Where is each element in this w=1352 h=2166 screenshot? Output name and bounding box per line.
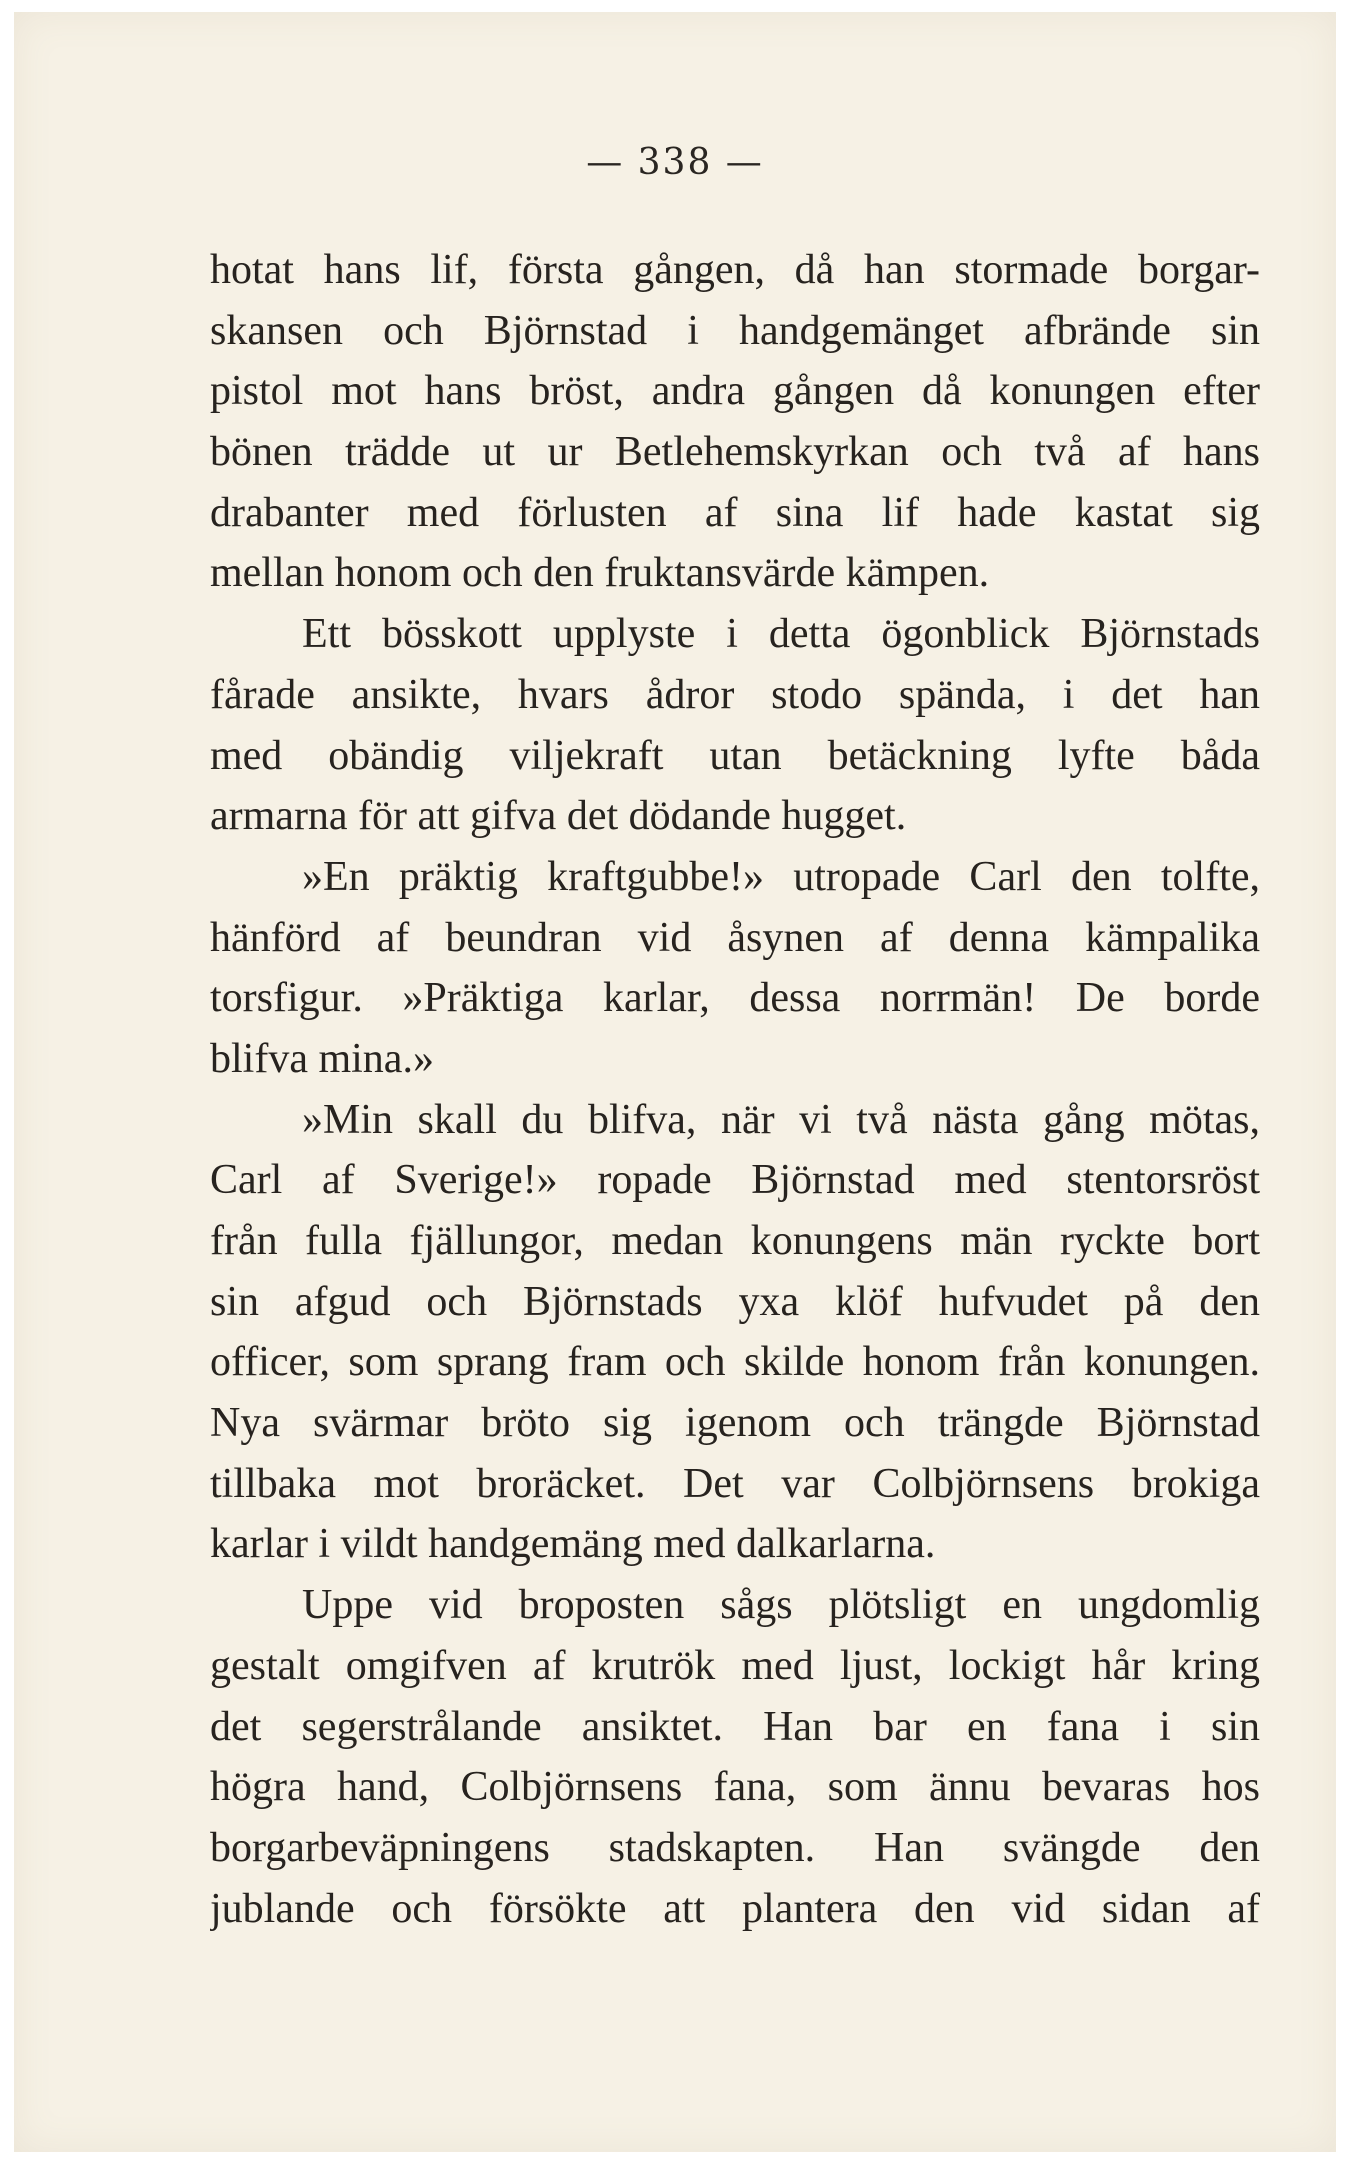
text-line: tillbaka mot broräcket. Det var Colbjörnsens brokiga bbox=[210, 1460, 1260, 1507]
text-line: fårade ansikte, hvars ådror stodo spända, i det han bbox=[210, 671, 1260, 718]
text-line: gestalt omgifven af krutrök med ljust, lockigt hår kring bbox=[210, 1642, 1260, 1689]
text-line: drabanter med förlusten af sina lif hade kastat sig bbox=[210, 489, 1260, 536]
text-line: bönen trädde ut ur Betlehemskyrkan och två af hans bbox=[210, 429, 1260, 476]
text-line: med obändig viljekraft utan betäckning lyfte båda bbox=[210, 732, 1260, 779]
text-line: sin afgud och Björnstads yxa klöf hufvudet på den bbox=[210, 1278, 1260, 1325]
text-line: mellan honom och den fruktansvärde kämpen. bbox=[210, 550, 990, 597]
text-line: pistol mot hans bröst, andra gången då konungen efter bbox=[210, 368, 1260, 415]
body-text bbox=[210, 240, 1260, 1939]
text-line: blifva mina.» bbox=[210, 1035, 434, 1082]
text-line: jublande och försökte att plantera den vid sidan af bbox=[210, 1885, 1260, 1932]
text-line: borgarbeväpningens stadskapten. Han svängde den bbox=[210, 1824, 1260, 1871]
text-line: från fulla fjällungor, medan konungens män ryckte bort bbox=[210, 1218, 1260, 1264]
text-line: det segerstrålande ansiktet. Han bar en fana i sin bbox=[210, 1703, 1260, 1750]
text-line: »En präktig kraftgubbe!» utropade Carl den tolfte, bbox=[302, 853, 1260, 900]
text-line: karlar i vildt handgemäng med dalkarlarna. bbox=[210, 1521, 936, 1568]
text-line: torsfigur. »Präktiga karlar, dessa norrmän! De borde bbox=[210, 975, 1260, 1022]
text-line: »Min skall du blifva, när vi två nästa gång mötas, bbox=[302, 1096, 1260, 1143]
text-line: officer, som sprang fram och skilde honom från konungen. bbox=[210, 1339, 1260, 1386]
text-line: skansen och Björnstad i handgemänget afbrände sin bbox=[210, 307, 1260, 354]
book-page bbox=[14, 12, 1336, 2152]
text-line: armarna för att gifva det dödande hugget. bbox=[210, 793, 907, 840]
text-line: högra hand, Colbjörnsens fana, som ännu bevaras hos bbox=[210, 1764, 1260, 1811]
text-line: Nya svärmar bröto sig igenom och trängde Björnstad bbox=[210, 1400, 1260, 1447]
text-line: Uppe vid broposten sågs plötsligt en ungdomlig bbox=[302, 1582, 1260, 1629]
page-number: — 338 — bbox=[586, 142, 764, 183]
text-line: Carl af Sverige!» ropade Björnstad med stentorsröst bbox=[210, 1157, 1260, 1204]
text-line: hotat hans lif, första gången, då han stormade borgar- bbox=[210, 247, 1260, 293]
text-line: hänförd af beundran vid åsynen af denna kämpalika bbox=[210, 914, 1260, 961]
text-line: Ett bösskott upplyste i detta ögonblick Björnstads bbox=[302, 611, 1260, 658]
